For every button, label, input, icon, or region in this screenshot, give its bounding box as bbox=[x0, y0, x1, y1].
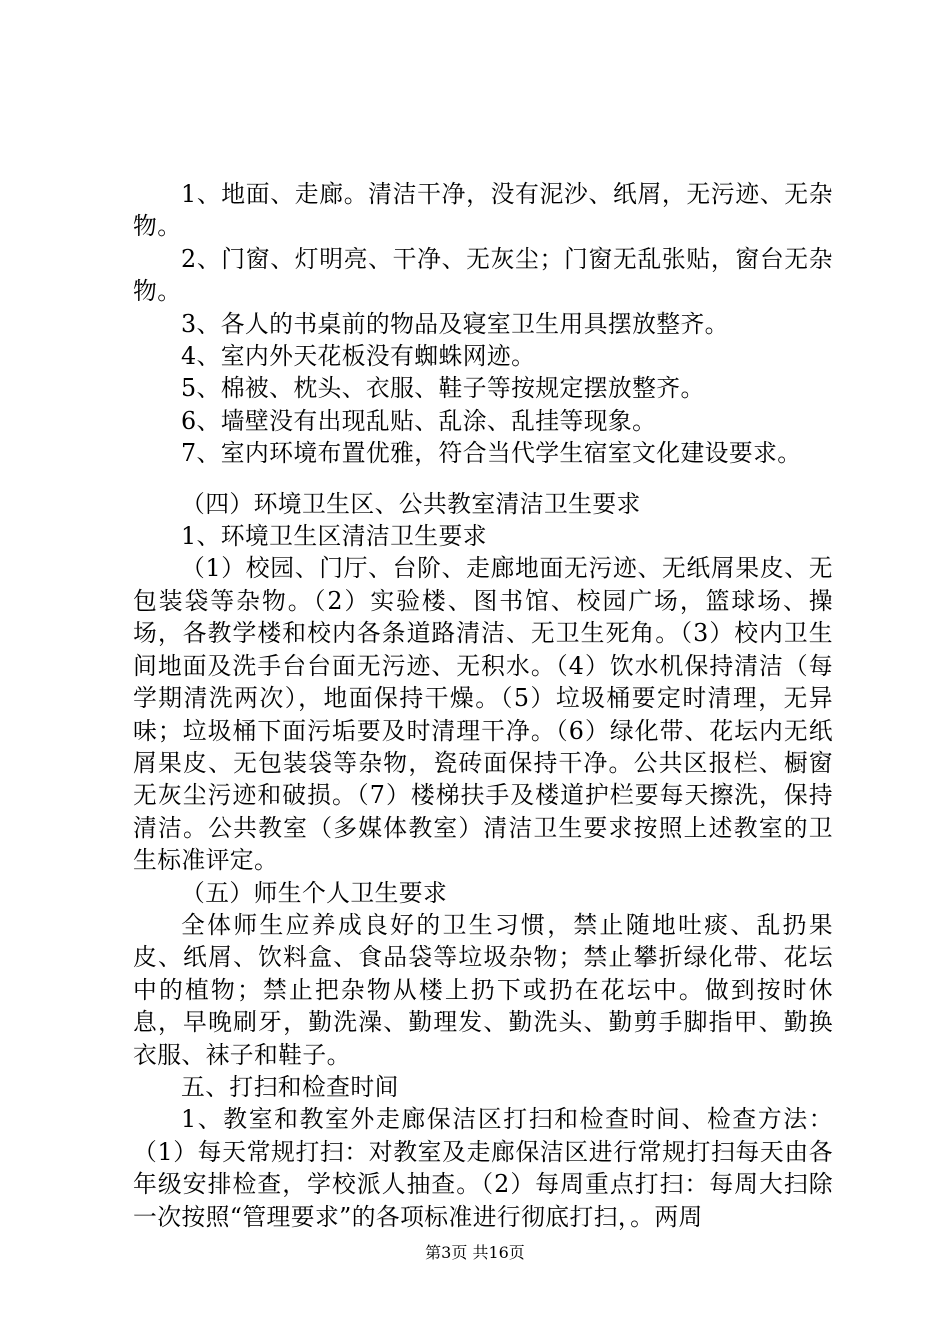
paragraph-item-5: 5、棉被、枕头、衣服、鞋子等按规定摆放整齐。 bbox=[181, 374, 705, 403]
section-heading-4: （四）环境卫生区、公共教室清洁卫生要求 bbox=[181, 489, 641, 518]
section-heading-schedule: 五、打扫和检查时间 bbox=[181, 1072, 399, 1101]
paragraph-item-1: 1、地面、走廊。清洁干净，没有泥沙、纸屑，无污迹、无杂物。 bbox=[133, 180, 833, 241]
paragraph-item-6: 6、墙壁没有出现乱贴、乱涂、乱挂等现象。 bbox=[181, 406, 657, 435]
subsection-heading-environment: 1、环境卫生区清洁卫生要求 bbox=[181, 522, 487, 551]
paragraph-item-3: 3、各人的书桌前的物品及寝室卫生用具摆放整齐。 bbox=[181, 309, 729, 338]
paragraph-schedule: 1、教室和教室外走廊保洁区打扫和检查时间、检查方法：（1）每天常规打扫：对教室及走廊保洁区进行常规打扫每天由各年级安排检查，学校派人抽查。（2）每周重点打扫：每周大扫除一次按照“管理要求”的各项标准进行彻底打扫，。两周 bbox=[133, 1105, 833, 1231]
paragraph-item-2: 2、门窗、灯明亮、干净、无灰尘；门窗无乱张贴，窗台无杂物。 bbox=[133, 244, 833, 306]
page-footer bbox=[0, 1243, 950, 1263]
document-body bbox=[133, 178, 833, 1233]
paragraph-personal-hygiene: 全体师生应养成良好的卫生习惯，禁止随地吐痰、乱扔果皮、纸屑、饮料盒、食品袋等垃圾杂物；禁止攀折绿化带、花坛中的植物；禁止把杂物从楼上扔下或扔在花坛中。做到按时休息，早晚刷牙，勤洗澡、勤理发、勤洗头、勤剪手脚指甲、勤换衣服、袜子和鞋子。 bbox=[133, 910, 833, 1069]
paragraph-item-4: 4、室内外天花板没有蜘蛛网迹。 bbox=[181, 342, 536, 371]
paragraph-environment-requirements: （1）校园、门厅、台阶、走廊地面无污迹、无纸屑果皮、无包装袋等杂物。（2）实验楼、图书馆、校园广场，篮球场、操场，各教学楼和校内各条道路清洁、无卫生死角。（3）校内卫生间地面及洗手台台面无污迹、无积水。（4）饮水机保持清洁（每学期清洗两次），地面保持干燥。（5）垃圾桶要定时清理，无异味；垃圾桶下面污垢要及时清理干净。（6）绿化带、花坛内无纸屑果皮、无包装袋等杂物，瓷砖面保持干净。公共区报栏、橱窗无灰尘污迹和破损。（7）楼梯扶手及楼道护栏要每天擦洗，保持清洁。公共教室（多媒体教室）清洁卫生要求按照上述教室的卫生标准评定。 bbox=[133, 554, 833, 875]
page-number-label: 第3页 共16页 bbox=[425, 1243, 525, 1262]
paragraph-item-7: 7、室内环境布置优雅，符合当代学生宿室文化建设要求。 bbox=[181, 439, 802, 468]
section-heading-5: （五）师生个人卫生要求 bbox=[181, 878, 448, 907]
